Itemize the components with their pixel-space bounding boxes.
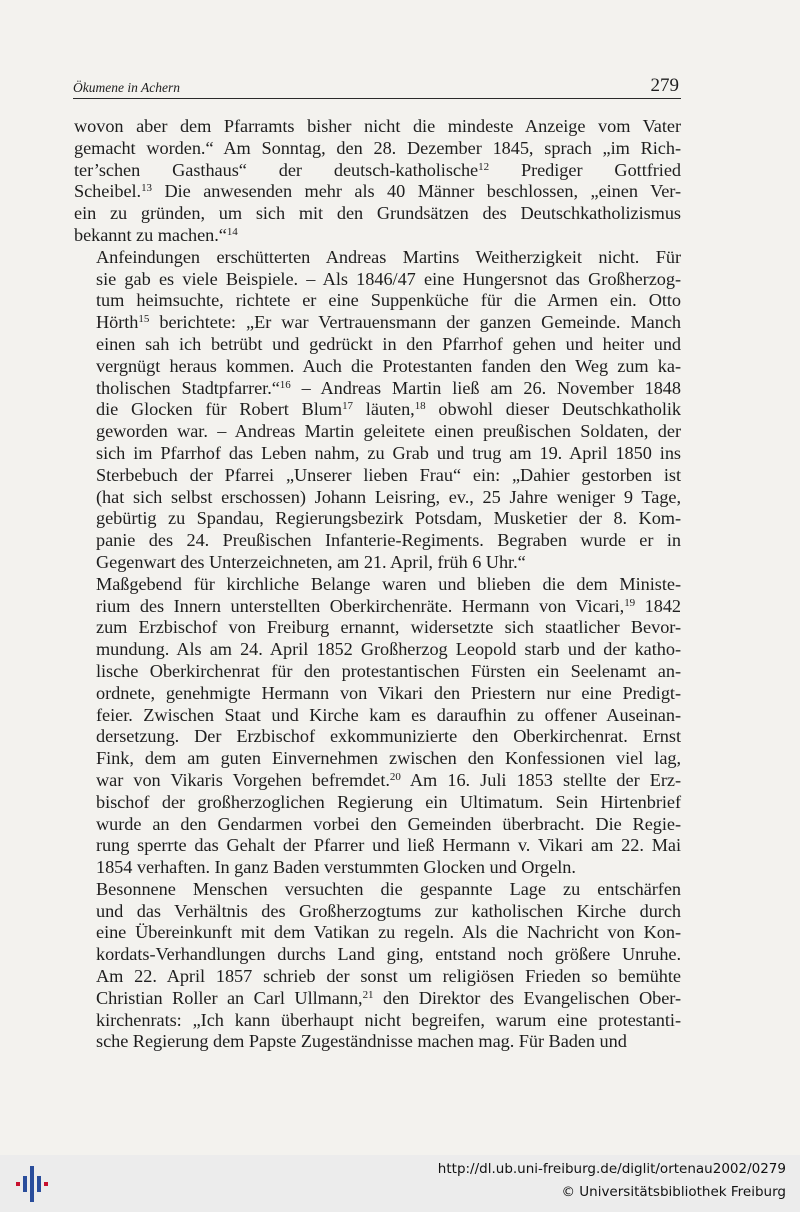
text-line: ter’schen Gasthaus“ der deutsch-katholische$^{12}$ Prediger Gottfried	[74, 159, 681, 180]
footnote-marker: 14	[226, 225, 238, 238]
ub-freiburg-logo-icon	[12, 1164, 52, 1204]
text-line: bekannt zu machen.“$^{14}$	[74, 224, 238, 245]
text-line: rium des Innern unterstellten Oberkirchenräte. Hermann von Vicari,$^{19}$ 1842	[96, 595, 682, 616]
footnote-marker: 21	[362, 988, 374, 1001]
text-line: Maßgebend für kirchliche Belange waren und blieben die dem Ministe-	[96, 573, 681, 594]
footnote-marker: 13	[141, 182, 152, 195]
text-line: Sterbebuch der Pfarrei „Unserer lieben Frau“ ein: „Dahier gestorben ist	[96, 464, 681, 485]
footnote-marker: 15	[138, 313, 150, 326]
text-line: 1854 verhaften. In ganz Baden verstummten Glocken und Orgeln.	[96, 857, 576, 878]
text-line: Hörth$^{15}$ berichtete: „Er war Vertrauensmann der ganzen Gemeinde. Manch	[96, 312, 681, 333]
text-line: panie des 24. Preußischen Infanterie-Regiments. Begraben wurde er in	[96, 530, 681, 551]
footnote-marker: 16	[279, 378, 291, 391]
text-line: Christian Roller an Carl Ullmann,$^{21}$ den Direktor des Evangelischen Ober-	[96, 987, 681, 1008]
text-line: war von Vikaris Vorgehen befremdet.$^{20}$ Am 16. Juli 1853 stellte der Erz-	[96, 769, 681, 790]
text-line: Fink, dem am guten Einvernehmen zwischen den Konfessionen viel lag,	[96, 748, 681, 769]
text-line: feier. Zwischen Staat und Kirche kam es daraufhin zu offener Auseinan-	[96, 704, 681, 725]
text-line: tum heimsuchte, richtete er eine Suppenküche für die Armen ein. Otto	[96, 290, 681, 311]
text-line: sich im Pfarrhof das Leben nahm, zu Grab und trug am 19. April 1850 ins	[96, 442, 681, 463]
text-line: ordnete, genehmigte Hermann von Vikari den Priestern nur eine Predigt-	[96, 682, 681, 703]
text-line: Am 22. April 1857 schrieb der sonst um religiösen Frieden so bemühte	[96, 966, 681, 987]
footnote-marker: 19	[624, 596, 636, 609]
text-line: wovon aber dem Pfarramts bisher nicht die mindeste Anzeige vom Vater	[74, 116, 681, 136]
footnote-marker: 18	[414, 400, 426, 413]
text-line: bischof der großherzoglichen Regierung ein Ultimatum. Sein Hirtenbrief	[96, 791, 681, 812]
text-line: lische Oberkirchenrat für den protestantischen Fürsten ein Seelenamt an-	[96, 660, 681, 681]
text-line: wurde an den Gendarmen vorbei den Gemeinden überbracht. Die Regie-	[96, 813, 681, 834]
text-line: rung sperrte das Gehalt der Pfarrer und ließ Hermann v. Vikari am 22. Mai	[96, 835, 681, 856]
footnote-marker: 17	[342, 400, 353, 413]
text-line: einen sah ich betrübt und gedrückt in den Pfarrhof gehen und heiter und	[96, 333, 681, 354]
body-text	[74, 116, 681, 1053]
text-line: geworden war. – Andreas Martin geleitete einen preußischen Soldaten, der	[96, 421, 681, 442]
text-line: zum Erzbischof von Freiburg ernannt, widersetzte sich staatlicher Bevor-	[96, 617, 681, 638]
footnote-marker: 12	[478, 160, 490, 173]
copyright-notice: © Universitätsbibliothek Freiburg	[561, 1184, 786, 1200]
text-line: eine Übereinkunft mit dem Vatikan zu regeln. Als die Nachricht von Kon-	[96, 922, 681, 943]
text-line: gemacht worden.“ Am Sonntag, den 28. Dezember 1845, sprach „im Rich-	[74, 137, 681, 158]
paragraph	[74, 574, 681, 879]
text-line: die Glocken für Robert Blum$^{17}$ läuten,$^{18}$ obwohl dieser Deutschkatholik	[96, 399, 681, 420]
paragraph	[74, 247, 681, 574]
running-title: Ökumene in Achern	[73, 80, 180, 95]
text-line: vergnügt heraus kommen. Auch die Protestanten fanden den Weg zum ka-	[96, 355, 681, 376]
text-line: Scheibel.$^{13}$ Die anwesenden mehr als 40 Männer beschlossen, „einen Ver-	[74, 181, 681, 202]
running-header	[73, 72, 681, 99]
text-line: Anfeindungen erschütterten Andreas Martins Weitherzigkeit nicht. Für	[96, 246, 681, 267]
text-line: mundung. Als am 24. April 1852 Großherzog Leopold starb und der katho-	[96, 639, 681, 660]
paragraph	[74, 116, 681, 247]
text-line: und das Verhältnis des Großherzogtums zur katholischen Kirche durch	[96, 900, 681, 921]
text-line: tholischen Stadtpfarrer.“$^{16}$ – Andreas Martin ließ am 26. November 1848	[96, 377, 681, 398]
text-line: ein zu gründen, um sich mit den Grundsätzen des Deutschkatholizismus	[74, 203, 681, 224]
text-line: kirchenrats: „Ich kann überhaupt nicht begreifen, warum eine protestanti-	[96, 1009, 681, 1030]
text-line: Besonnene Menschen versuchten die gespannte Lage zu entschärfen	[96, 878, 681, 899]
text-line: Gegenwart des Unterzeichneten, am 21. April, früh 6 Uhr.“	[96, 551, 526, 572]
paragraph	[74, 879, 681, 1053]
text-line: sche Regierung dem Papste Zugeständnisse machen mag. Für Baden und	[96, 1031, 627, 1052]
permalink-link[interactable]: http://dl.ub.uni-freiburg.de/diglit/ortenau2002/0279	[437, 1161, 786, 1177]
page-number: 279	[650, 75, 679, 96]
text-line: gebürtig zu Spandau, Regierungsbezirk Potsdam, Musketier der 8. Kom-	[96, 508, 681, 529]
text-line: kordats-Verhandlungen durchs Land ging, entstand noch größere Unruhe.	[96, 944, 681, 965]
footnote-marker: 20	[389, 770, 401, 783]
viewer-footer	[0, 1155, 800, 1212]
text-line: (hat sich selbst erschossen) Johann Leisring, ev., 25 Jahre weniger 9 Tage,	[96, 486, 681, 507]
text-line: sie gab es viele Beispiele. – Als 1846/47 eine Hungersnot das Großherzog-	[96, 268, 681, 289]
text-line: dersetzung. Der Erzbischof exkommunizierte den Oberkirchenrat. Ernst	[96, 726, 681, 747]
